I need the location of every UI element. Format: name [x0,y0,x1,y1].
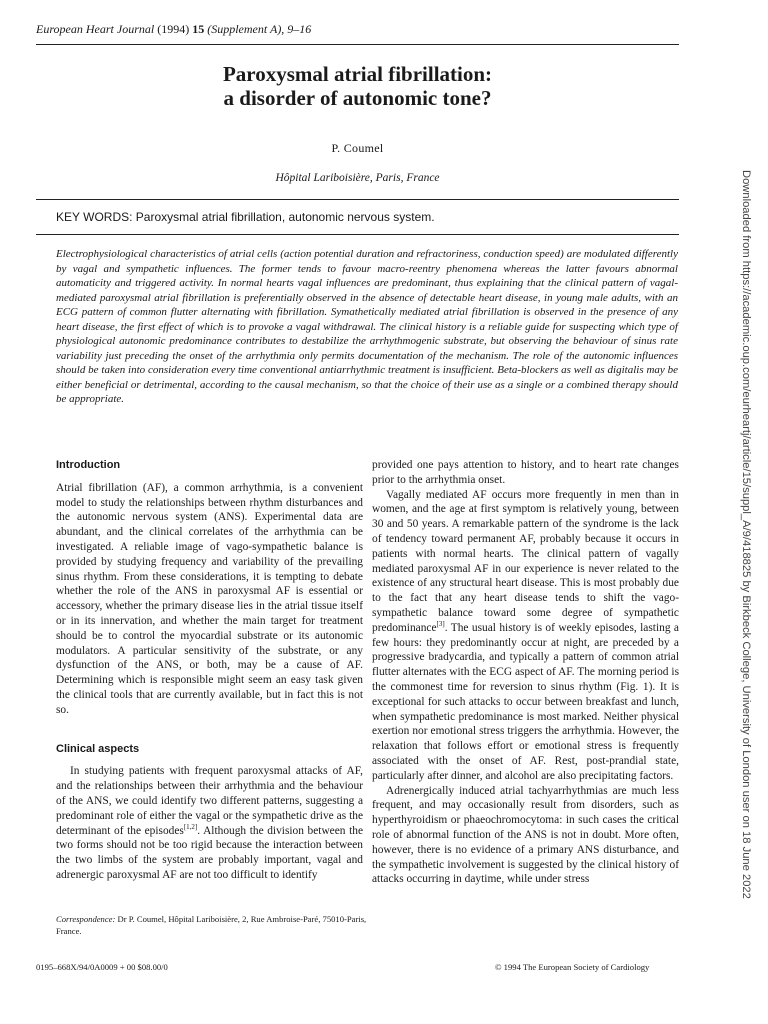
section-heading-introduction: Introduction [56,459,121,471]
journal-name: European Heart Journal [36,22,155,36]
clinical-text-b: . Although the division between the two forms should not be too rigid because the interaction between the two limbs of the system are probably important, vagal and adrenergic paroxysmal AF are not too difficult to identify [56,824,364,881]
keywords-top-rule [36,199,679,200]
adrenergic-af-paragraph: Adrenergically induced atrial tachyarrhythmias are much less frequent, and may occasionally result from disorders, such as hyperthyroidism or phaeochromocytoma: in such cases the critical role of abnormal function of the ANS is not in doubt. More often, however, there is no evidence of a primary ANS disturbance, and the sympathetic involvement is suggested by the clinical history of attacks occurring in daytime, while under stress [372,784,679,886]
title-line-2: a disorder of autonomic tone? [223,86,492,110]
correspondence-text: Dr P. Coumel, Hôpital Lariboisière, 2, Rue Ambroise-Paré, 75010-Paris, France. [56,914,367,936]
section-heading-clinical-aspects: Clinical aspects [56,742,140,755]
clinical-text-a: In studying patients with frequent paroxysmal attacks of AF, and the relationships between their arrhythmia and the behaviour of the ANS, we could identify two different patterns, suggesting a predominant role of either the vagal or the sympathetic drive as the determinant of the episodes [56,765,363,837]
vagal-text-b: . The usual history is of weekly episodes, lasting a few hours: they predominantly occur at night, are preceded by a progressive bradycardia, and typically a pattern of common atrial flutter alternates with the ECG aspect of AF. The morning period is the commonest time for reversion to sinus rhythm (Fig. 1). It is exceptional for such attacks to occur between breakfast and lunch, when sympathetic predominance is most marked. Neither physical exertion nor emotional stress triggers the arrhythmia. However, the relaxation that follows effort or emotional stress is frequently associated with the onset of AF. Rest, post-prandial state, particularly after dinner, and alcohol are also precipitating factors. [372,621,679,782]
abstract: Electrophysiological characteristics of atrial cells (action potential duration and refractoriness, conduction speed) are modulated differently by vagal and sympathetic influences. The former tends to favour macro-reentry phenomena whereas the latter favours abnormal automaticity and triggered activity. In normal hearts vagal influences are predominant, thus explaining that the clinical pattern of vagal-mediated paroxysmal atrial fibrillation is preferentially observed in the absence of detectable heart disease, in young male adults, with an ECG pattern of common flutter alternating with fibrillation. Symathetically mediated atrial fibrillation is observed in the presence of any heart disease, the first effect of which is to provoke a vagal withdrawal. The clinical history is a reliable guide for suspecting which type of physiological autonomic predominance contributes to destabilize the arrhythmogenic substrate, but observing the behaviour of sinus rate variability just preceding the onset of the arrhythmia only permits documentation of the mechanism. The role of the autonomic influences should be taken into consideration every time conventional antiarrhythmic treatment is insufficient. Beta-blockers as well as digitalis may be either beneficial or detrimental, according to the causal mechanism, so that the choice of their use as a single or a combined therapy should be appropriate. [56,248,678,405]
keywords-bottom-rule [36,234,679,235]
title-line-1: Paroxysmal atrial fibrillation: [222,62,493,86]
clinical-aspects-paragraph [56,764,363,882]
journal-volume: 15 [192,22,205,36]
citation-ref: [3] [436,619,445,628]
history-paragraph: provided one pays attention to history, and to heart rate changes prior to the arrhythmia onset. [372,459,679,486]
article-title [36,62,679,110]
correspondence-label: Correspondence: [56,914,116,924]
copyright-notice: © 1994 The European Society of Cardiology [495,962,650,972]
keywords: KEY WORDS: Paroxysmal atrial fibrillation, autonomic nervous system. [56,210,435,224]
affiliation: Hôpital Lariboisière, Paris, France [275,172,440,184]
download-watermark-text: Downloaded from https://academic.oup.com/eurheartj/article/15/suppl_A/9/418825 by Birkbeck College, University of London user on 18 June 2022 [740,170,752,899]
right-column [372,458,679,887]
vagal-text-a: Vagally mediated AF occurs more frequently in men than in women, and the age at first symptom is relatively young, between 30 and 50 years. A remarkable pattern of the syndrome is the lack of tendency toward permanent AF, probably because it occurs in patients with normal hearts. The clinical pattern of vagally mediated paroxysmal AF in our experience is never related to the existence of any structural heart disease. This is most probably due to the fact that any heart disease tends to shift the vago-sympathetic balance toward some degree of sympathetic predominance [372,488,679,634]
journal-citation [36,22,311,37]
correspondence-footnote [56,914,376,937]
citation-ref: [1,2] [183,822,198,831]
left-column [56,458,363,883]
author-name: P. Coumel [331,141,384,155]
download-watermark [730,170,754,899]
introduction-paragraph: Atrial fibrillation (AF), a common arrhythmia, is a convenient model to study the relationships between rhythm disturbances and the autonomic nervous system (ANS). Experimental data are abundant, and the clinical correlates of the arrhythmia can be investigated. A reliable image of vago-sympathetic balance is provided by studying frequency and variability of the prevailing sinus rhythm. From these considerations, it is tempting to debate whether the role of the ANS in paroxysmal AF is essential or accessory, whether the primary disease lies in the atrial tissue itself or in its innervation, and whether the main target for treatment should be to control the myocardial substrate or its autonomic modulators. A particular sensitivity of the substrate, or any dysfunction of the ANS, or both, may be a cause of AF. Determining which is responsible might seem an easy task given the clinical tools that are currently available, but in fact this is not so. [56,481,363,716]
article-code: 0195–668X/94/0A0009 + 00 $08.00/0 [36,962,168,972]
journal-year: (1994) [157,22,190,36]
journal-supplement: (Supplement A), 9–16 [207,22,312,36]
vagal-af-paragraph [372,488,679,784]
top-rule [36,44,679,45]
